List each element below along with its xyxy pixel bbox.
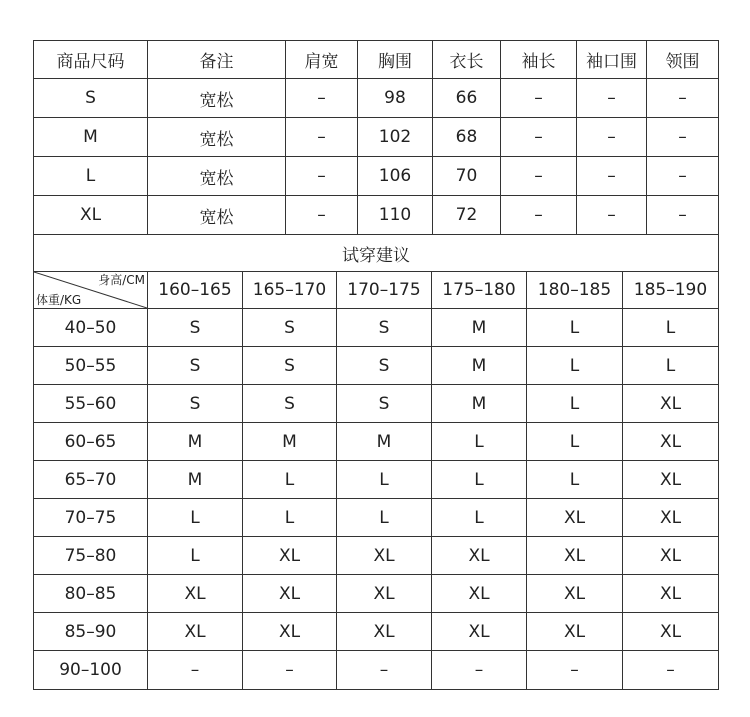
recommended-size-cell: L: [623, 309, 719, 347]
recommended-size-cell: S: [243, 309, 337, 347]
size-cell: 98: [358, 79, 433, 118]
size-cell: –: [647, 118, 719, 157]
recommended-size-cell: XL: [337, 575, 432, 613]
size-cell: –: [647, 196, 719, 235]
size-row: [34, 196, 719, 235]
size-cell: –: [286, 79, 358, 118]
recommended-size-cell: M: [337, 423, 432, 461]
size-cell: –: [286, 118, 358, 157]
size-cell: –: [577, 79, 647, 118]
recommended-size-cell: S: [337, 347, 432, 385]
recommended-size-cell: XL: [623, 537, 719, 575]
recommended-size-cell: S: [337, 385, 432, 423]
corner-header-cell: [34, 272, 148, 309]
size-header-cell: 衣长: [433, 41, 501, 79]
size-cell: 72: [433, 196, 501, 235]
size-cell: –: [577, 157, 647, 196]
size-header-cell: 袖长: [501, 41, 577, 79]
size-header-cell: 商品尺码: [34, 41, 148, 79]
size-cell: 110: [358, 196, 433, 235]
size-header-cell: 胸围: [358, 41, 433, 79]
size-cell: –: [647, 157, 719, 196]
recommended-size-cell: L: [337, 499, 432, 537]
height-range-header: 180–185: [527, 272, 623, 309]
recommended-size-cell: M: [148, 461, 243, 499]
size-cell: 宽松: [148, 79, 286, 118]
weight-range-cell: 40–50: [34, 309, 148, 347]
size-chart-table: [33, 40, 719, 272]
recommended-size-cell: XL: [527, 499, 623, 537]
size-cell: 68: [433, 118, 501, 157]
size-cell: 102: [358, 118, 433, 157]
recommended-size-cell: –: [148, 651, 243, 690]
weight-range-cell: 90–100: [34, 651, 148, 690]
weight-range-cell: 50–55: [34, 347, 148, 385]
size-cell: –: [501, 79, 577, 118]
recommended-size-cell: XL: [243, 537, 337, 575]
weight-row: [34, 537, 719, 575]
weight-range-cell: 70–75: [34, 499, 148, 537]
height-range-header: 175–180: [432, 272, 527, 309]
weight-row: [34, 385, 719, 423]
recommended-size-cell: –: [527, 651, 623, 690]
weight-row: [34, 461, 719, 499]
section-title-row: [34, 235, 719, 272]
size-cell: S: [34, 79, 148, 118]
recommended-size-cell: M: [432, 309, 527, 347]
weight-row: [34, 347, 719, 385]
recommended-size-cell: –: [432, 651, 527, 690]
weight-row: [34, 309, 719, 347]
recommended-size-cell: L: [148, 537, 243, 575]
size-header-cell: 袖口围: [577, 41, 647, 79]
size-cell: 66: [433, 79, 501, 118]
recommended-size-cell: XL: [527, 575, 623, 613]
recommended-size-cell: XL: [623, 461, 719, 499]
size-header-row: [34, 41, 719, 79]
recommended-size-cell: XL: [527, 613, 623, 651]
recommended-size-cell: XL: [623, 613, 719, 651]
recommended-size-cell: XL: [337, 537, 432, 575]
size-header-cell: 备注: [148, 41, 286, 79]
recommended-size-cell: XL: [623, 575, 719, 613]
height-range-header: 185–190: [623, 272, 719, 309]
size-cell: –: [647, 79, 719, 118]
recommended-size-cell: L: [527, 385, 623, 423]
recommended-size-cell: L: [527, 461, 623, 499]
size-cell: –: [577, 196, 647, 235]
recommended-size-cell: XL: [623, 385, 719, 423]
weight-range-cell: 65–70: [34, 461, 148, 499]
recommended-size-cell: –: [337, 651, 432, 690]
recommended-size-cell: XL: [623, 499, 719, 537]
recommended-size-cell: –: [623, 651, 719, 690]
recommended-size-cell: L: [337, 461, 432, 499]
recommended-size-cell: S: [148, 309, 243, 347]
recommended-size-cell: XL: [243, 613, 337, 651]
recommended-size-cell: L: [527, 423, 623, 461]
height-range-header: 160–165: [148, 272, 243, 309]
recommended-size-cell: M: [148, 423, 243, 461]
size-cell: XL: [34, 196, 148, 235]
recommended-size-cell: S: [148, 385, 243, 423]
size-header-cell: 肩宽: [286, 41, 358, 79]
recommended-size-cell: XL: [337, 613, 432, 651]
size-cell: –: [501, 196, 577, 235]
weight-range-cell: 80–85: [34, 575, 148, 613]
size-cell: –: [577, 118, 647, 157]
recommended-size-cell: S: [243, 385, 337, 423]
recommended-size-cell: L: [243, 461, 337, 499]
size-cell: 70: [433, 157, 501, 196]
recommended-size-cell: XL: [243, 575, 337, 613]
weight-row: [34, 651, 719, 690]
weight-row: [34, 575, 719, 613]
recommended-size-cell: XL: [432, 575, 527, 613]
recommended-size-cell: S: [148, 347, 243, 385]
size-cell: –: [286, 157, 358, 196]
size-cell: 宽松: [148, 196, 286, 235]
weight-row: [34, 613, 719, 651]
recommended-size-cell: L: [432, 499, 527, 537]
size-cell: L: [34, 157, 148, 196]
weight-row: [34, 499, 719, 537]
recommended-size-cell: L: [243, 499, 337, 537]
recommended-size-cell: M: [432, 347, 527, 385]
size-header-cell: 领围: [647, 41, 719, 79]
recommended-size-cell: XL: [527, 537, 623, 575]
recommended-size-cell: L: [148, 499, 243, 537]
recommended-size-cell: XL: [432, 613, 527, 651]
weight-range-cell: 85–90: [34, 613, 148, 651]
height-range-header: 165–170: [243, 272, 337, 309]
recommended-size-cell: L: [623, 347, 719, 385]
section-title: 试穿建议: [34, 235, 719, 272]
recommended-size-cell: S: [243, 347, 337, 385]
recommended-size-cell: L: [432, 461, 527, 499]
weight-range-cell: 55–60: [34, 385, 148, 423]
weight-row: [34, 423, 719, 461]
height-axis-label: 身高/CM: [98, 273, 145, 287]
recommended-size-cell: L: [527, 347, 623, 385]
size-cell: 106: [358, 157, 433, 196]
recommended-size-cell: M: [432, 385, 527, 423]
size-cell: –: [501, 157, 577, 196]
height-header-row: [34, 272, 719, 309]
recommended-size-cell: XL: [148, 613, 243, 651]
recommended-size-cell: XL: [148, 575, 243, 613]
recommended-size-cell: L: [432, 423, 527, 461]
fit-recommendation-table: [33, 271, 719, 690]
size-cell: 宽松: [148, 157, 286, 196]
weight-range-cell: 60–65: [34, 423, 148, 461]
weight-range-cell: 75–80: [34, 537, 148, 575]
recommended-size-cell: –: [243, 651, 337, 690]
size-cell: –: [286, 196, 358, 235]
weight-axis-label: 体重/KG: [36, 293, 82, 307]
recommended-size-cell: L: [527, 309, 623, 347]
recommended-size-cell: M: [243, 423, 337, 461]
size-row: [34, 157, 719, 196]
size-cell: M: [34, 118, 148, 157]
recommended-size-cell: XL: [432, 537, 527, 575]
size-row: [34, 118, 719, 157]
recommended-size-cell: S: [337, 309, 432, 347]
height-range-header: 170–175: [337, 272, 432, 309]
size-cell: –: [501, 118, 577, 157]
size-row: [34, 79, 719, 118]
size-cell: 宽松: [148, 118, 286, 157]
recommended-size-cell: XL: [623, 423, 719, 461]
